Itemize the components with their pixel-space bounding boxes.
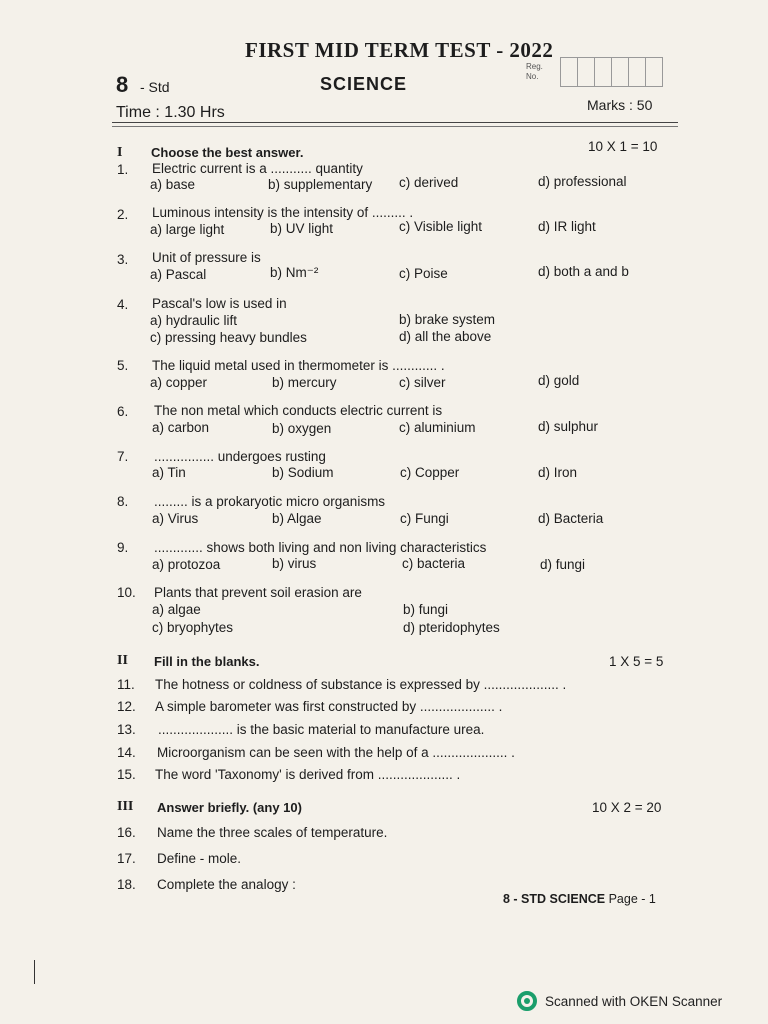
subject-title: SCIENCE [320,74,408,94]
question-text: Pascal's low is used in [152,296,287,311]
option-d: d) professional [538,174,627,189]
option-d: d) IR light [538,219,596,234]
question-text: Luminous intensity is the intensity of ......... . [152,205,414,220]
option-d: d) sulphur [538,419,599,434]
option-d: d) gold [538,373,580,388]
option-c: c) Poise [399,266,448,281]
option-c: c) Copper [400,465,460,480]
option-b: b) Nm⁻² [270,265,319,280]
question-text: The hotness or coldness of substance is expressed by .................... . [155,677,567,692]
question-text: .................... is the basic material to manufacture urea. [158,722,485,737]
option-a: a) copper [150,375,208,390]
question-number: 18. [117,877,136,892]
option-c: c) bacteria [402,556,466,571]
option-b: b) Algae [272,511,322,526]
header-divider [112,122,678,123]
question-text: Unit of pressure is [152,250,261,265]
question-number: 8. [117,494,129,509]
question-number: 4. [117,297,129,312]
option-b: b) mercury [272,375,337,390]
option-b: b) UV light [270,221,334,236]
question-number: 6. [117,404,129,419]
exam-title: FIRST MID TERM TEST - 2022 [245,38,554,62]
option-c: c) Visible light [399,219,483,234]
option-a: a) base [150,177,196,192]
page-number: Page - 1 [608,892,656,906]
question-text: Define - mole. [157,851,242,866]
question-text: Electric current is a ........... quantity [152,161,363,176]
question-number: 9. [117,540,129,555]
question-text: A simple barometer was first constructed by .................... . [155,699,503,714]
question-text: The word 'Taxonomy' is derived from .................... . [155,767,461,782]
option-a: a) algae [152,602,201,617]
std-number: 8 [116,72,129,97]
section-1-title: Choose the best answer. [151,145,304,160]
header-divider-thin [112,126,678,127]
question-text: ............. shows both living and non living characteristics [154,540,487,555]
scanner-watermark [517,991,722,1011]
question-number: 17. [117,851,136,866]
question-number: 16. [117,825,136,840]
page-footer [503,892,656,906]
section-1-number: I [117,145,123,160]
section-2-title: Fill in the blanks. [154,654,260,669]
option-a: a) carbon [152,420,210,435]
scanner-logo-icon [517,991,537,1011]
option-a: a) hydraulic lift [150,313,238,328]
question-text: Name the three scales of temperature. [157,825,388,840]
question-number: 2. [117,207,129,222]
question-text: Plants that prevent soil erasion are [154,585,362,600]
section-3-number: III [117,799,134,814]
question-number: 11. [117,677,135,692]
question-number: 13. [117,722,136,737]
option-b: b) fungi [403,602,449,617]
option-b: b) supplementary [268,177,373,192]
option-c: c) aluminium [399,420,476,435]
section-3-title: Answer briefly. (any 10) [157,800,302,815]
option-b: b) Sodium [272,465,334,480]
std-label: - Std [140,79,170,95]
question-number: 5. [117,358,129,373]
option-d: d) fungi [540,557,586,572]
total-marks: Marks : 50 [587,97,653,113]
question-text: The liquid metal used in thermometer is ............ . [152,358,445,373]
question-number: 10. [117,585,136,600]
option-c: c) silver [399,375,446,390]
option-c: c) pressing heavy bundles [150,330,307,345]
question-number: 12. [117,699,136,714]
question-number: 3. [117,252,129,267]
option-a: a) Tin [152,465,186,480]
question-text: Microorganism can be seen with the help of a .................... . [157,745,515,760]
question-number: 7. [117,449,129,464]
scan-artifact [34,960,35,984]
option-d: d) Iron [538,465,578,480]
option-d: d) pteridophytes [403,620,500,635]
option-d: d) both a and b [538,264,629,279]
scanner-text: Scanned with OKEN Scanner [545,993,723,1009]
footer-label: 8 - STD SCIENCE [503,892,606,906]
question-number: 15. [117,767,136,782]
section-2-number: II [117,653,128,668]
question-text: The non metal which conducts electric current is [154,403,443,418]
option-d: d) Bacteria [538,511,604,526]
question-number: 14. [117,745,136,760]
section-2-marks: 1 X 5 = 5 [609,654,664,669]
option-b: b) oxygen [272,421,332,436]
option-a: a) Virus [152,511,199,526]
option-a: a) large light [150,222,225,237]
option-c: c) Fungi [400,511,449,526]
option-c: c) derived [399,175,459,190]
option-a: a) protozoa [152,557,221,572]
reg-no-boxes [560,57,663,87]
option-a: a) Pascal [150,267,207,282]
option-d: d) all the above [399,329,492,344]
section-1-marks: 10 X 1 = 10 [588,139,658,154]
reg-no-label: Reg. No. [526,62,543,81]
question-number: 1. [117,162,129,177]
exam-time: Time : 1.30 Hrs [116,104,225,121]
option-b: b) virus [272,556,317,571]
question-text: ................ undergoes rusting [154,449,326,464]
question-text: ......... is a prokaryotic micro organisms [154,494,386,509]
section-3-marks: 10 X 2 = 20 [592,800,662,815]
question-text: Complete the analogy : [157,877,296,892]
option-c: c) bryophytes [152,620,234,635]
option-b: b) brake system [399,312,496,327]
